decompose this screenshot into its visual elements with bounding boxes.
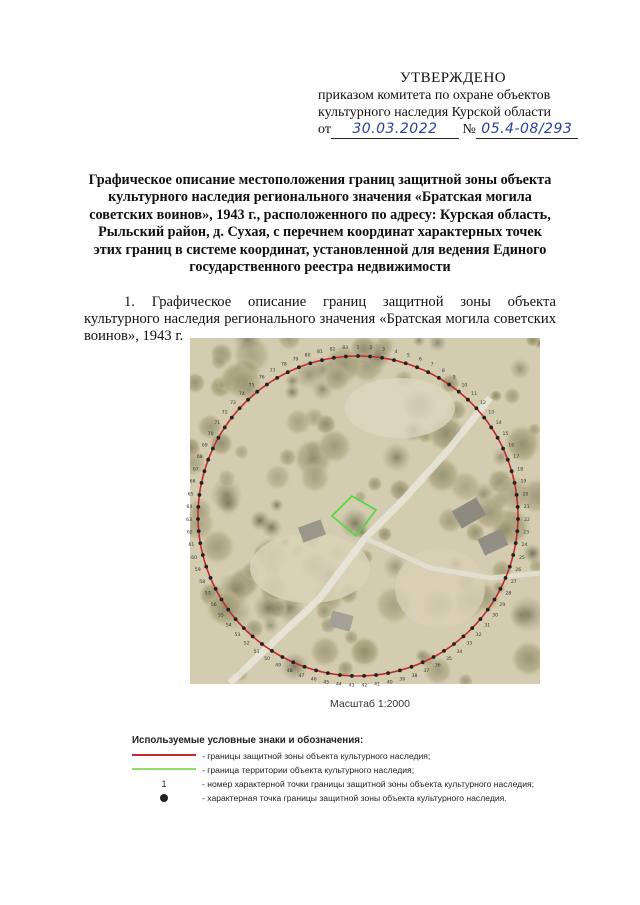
boundary-point-number: 74 bbox=[238, 391, 245, 397]
boundary-point-number: 49 bbox=[275, 663, 282, 669]
boundary-point bbox=[200, 481, 204, 485]
boundary-point bbox=[457, 390, 461, 394]
boundary-point bbox=[482, 416, 486, 420]
boundary-point-number: 47 bbox=[298, 673, 305, 679]
legend bbox=[132, 735, 582, 805]
boundary-point bbox=[320, 358, 324, 362]
legend-text: - граница территории объекта культурного наследия; bbox=[202, 765, 415, 775]
boundary-point bbox=[344, 355, 348, 359]
boundary-point bbox=[432, 655, 436, 659]
boundary-point-number: 6 bbox=[419, 357, 422, 363]
boundary-point bbox=[501, 447, 505, 451]
boundary-point-number: 57 bbox=[204, 591, 211, 597]
boundary-point-number: 83 bbox=[342, 346, 349, 352]
boundary-point bbox=[442, 649, 446, 653]
boundary-point-number: 36 bbox=[434, 663, 441, 669]
boundary-point-number: 29 bbox=[499, 602, 506, 608]
boundary-point bbox=[308, 361, 312, 365]
boundary-point bbox=[203, 469, 207, 473]
boundary-point-number: 10 bbox=[461, 383, 468, 389]
boundary-point bbox=[338, 673, 342, 677]
boundary-point-number: 46 bbox=[310, 677, 317, 683]
boundary-point-number: 66 bbox=[189, 479, 196, 485]
point-dot-icon bbox=[132, 791, 196, 805]
boundary-point bbox=[508, 565, 512, 569]
boundary-point-number: 21 bbox=[523, 505, 530, 510]
boundary-point-number: 52 bbox=[243, 641, 250, 647]
boundary-point-number: 69 bbox=[201, 443, 208, 449]
boundary-point-number: 51 bbox=[253, 649, 260, 655]
boundary-point-number: 65 bbox=[187, 492, 194, 498]
boundary-point-number: 53 bbox=[234, 633, 241, 638]
boundary-point-number: 39 bbox=[399, 677, 406, 683]
boundary-point bbox=[426, 370, 430, 374]
aerial-map bbox=[186, 338, 540, 689]
boundary-point-number: 27 bbox=[510, 580, 517, 585]
boundary-point-number: 44 bbox=[335, 682, 342, 688]
boundary-point-number: 26 bbox=[515, 568, 522, 573]
boundary-point-number: 45 bbox=[323, 680, 330, 686]
boundary-point bbox=[513, 481, 517, 485]
boundary-point bbox=[496, 436, 500, 440]
boundary-point-number: 24 bbox=[521, 543, 528, 549]
boundary-point-number: 71 bbox=[214, 421, 221, 426]
boundary-point bbox=[479, 617, 483, 621]
boundary-point-number: 63 bbox=[186, 517, 192, 523]
boundary-point bbox=[234, 617, 238, 621]
boundary-point bbox=[447, 383, 451, 387]
boundary-point-number: 76 bbox=[258, 375, 265, 381]
boundary-point bbox=[255, 390, 259, 394]
boundary-point-number: 70 bbox=[207, 432, 214, 437]
boundary-point-number: 56 bbox=[210, 602, 217, 608]
boundary-point-number: 54 bbox=[225, 623, 232, 629]
boundary-point bbox=[386, 671, 390, 675]
document-title: Графическое описание местоположения границ защитной зоны объекта культурного наследия регионального значения «Братская могила советских воинов», 1943 г., расположенного по адресу: Курская область, Рыльский район, д. Сухая, с перечнем координат характерных точек этих границ в системе координат, установленной для ведения Единого государственного реестра недвижимости bbox=[88, 172, 552, 276]
boundary-point bbox=[201, 553, 205, 557]
approval-line-1: приказом комитета по охране объектов bbox=[318, 88, 551, 103]
legend-item-dot bbox=[132, 791, 582, 805]
date-prefix: от bbox=[318, 122, 331, 137]
boundary-point bbox=[197, 529, 201, 533]
boundary-point-number: 8 bbox=[441, 368, 445, 374]
boundary-point bbox=[281, 655, 285, 659]
boundary-point-number: 58 bbox=[199, 580, 206, 585]
boundary-point-number: 75 bbox=[248, 383, 255, 389]
boundary-point-number: 11 bbox=[471, 391, 478, 397]
boundary-point bbox=[437, 376, 441, 380]
boundary-point bbox=[198, 541, 202, 545]
boundary-point bbox=[230, 416, 234, 420]
boundary-point-number: 55 bbox=[217, 613, 224, 619]
boundary-point-number: 7 bbox=[430, 362, 434, 368]
approval-date: 30.03.2022 bbox=[331, 121, 459, 139]
boundary-point bbox=[421, 660, 425, 664]
boundary-point bbox=[514, 541, 518, 545]
boundary-point bbox=[493, 598, 497, 602]
legend-item-zone bbox=[132, 749, 582, 763]
boundary-point bbox=[410, 665, 414, 669]
boundary-point-number: 35 bbox=[445, 657, 452, 663]
boundary-point bbox=[462, 635, 466, 639]
red-line-icon bbox=[132, 749, 196, 763]
boundary-point bbox=[196, 517, 200, 521]
boundary-point-number: 72 bbox=[221, 410, 228, 416]
map-scale: Масштаб 1:2000 bbox=[330, 698, 410, 710]
boundary-point-number: 37 bbox=[423, 669, 430, 675]
boundary-point-number: 77 bbox=[269, 368, 276, 374]
boundary-point bbox=[198, 493, 202, 497]
boundary-point bbox=[251, 635, 255, 639]
boundary-point bbox=[260, 642, 264, 646]
boundary-point bbox=[362, 674, 366, 678]
boundary-point-number: 38 bbox=[411, 673, 418, 679]
boundary-point-number: 13 bbox=[488, 410, 495, 416]
boundary-point-number: 82 bbox=[329, 347, 336, 353]
boundary-point bbox=[226, 608, 230, 612]
boundary-point bbox=[452, 642, 456, 646]
point-number-sample: 1 bbox=[161, 779, 167, 789]
boundary-point bbox=[466, 398, 470, 402]
boundary-point-number: 1 bbox=[356, 345, 360, 351]
boundary-point bbox=[511, 553, 515, 557]
boundary-point-number: 3 bbox=[382, 347, 385, 353]
legend-item-territory bbox=[132, 763, 582, 777]
boundary-point-number: 16 bbox=[508, 443, 515, 449]
boundary-point bbox=[506, 458, 510, 462]
boundary-point bbox=[204, 565, 208, 569]
boundary-point bbox=[415, 365, 419, 369]
legend-text: - номер характерной точки границы защитной зоны объекта культурного наследия; bbox=[202, 779, 535, 789]
boundary-point bbox=[303, 665, 307, 669]
boundary-point-number: 20 bbox=[522, 492, 529, 498]
boundary-point bbox=[356, 354, 360, 358]
boundary-point-number: 15 bbox=[502, 432, 509, 437]
paragraph-line-1: 1. Графическое описание границ защитной зоны объекта bbox=[124, 294, 556, 310]
boundary-point bbox=[380, 356, 384, 360]
boundary-point bbox=[398, 669, 402, 673]
boundary-point bbox=[516, 505, 520, 509]
boundary-point-number: 32 bbox=[475, 633, 482, 638]
boundary-point bbox=[470, 626, 474, 630]
boundary-point bbox=[270, 649, 274, 653]
boundary-point bbox=[516, 517, 520, 521]
approval-line-2: культурного наследия Курской области bbox=[318, 105, 552, 120]
paragraph-rest: культурного наследия регионального значения «Братская могила советских воинов», 1943 г. bbox=[84, 311, 556, 344]
boundary-point-number: 41 bbox=[374, 682, 381, 688]
boundary-point bbox=[265, 383, 269, 387]
boundary-point bbox=[504, 576, 508, 580]
boundary-point bbox=[515, 493, 519, 497]
approval-date-row bbox=[318, 121, 578, 139]
boundary-point-number: 22 bbox=[524, 517, 530, 523]
boundary-point bbox=[368, 355, 372, 359]
boundary-point-number: 31 bbox=[484, 623, 491, 629]
boundary-point-number: 17 bbox=[513, 455, 520, 461]
boundary-point-number: 59 bbox=[194, 568, 201, 573]
approval-heading: УТВЕРЖДЕНО bbox=[399, 70, 507, 86]
boundary-point bbox=[475, 406, 479, 410]
boundary-point-number: 30 bbox=[492, 613, 499, 619]
boundary-point-number: 5 bbox=[406, 353, 410, 359]
boundary-point-number: 25 bbox=[518, 555, 525, 561]
legend-text: - границы защитной зоны объекта культурного наследия; bbox=[202, 751, 431, 761]
boundary-point-number: 2 bbox=[369, 346, 373, 352]
aerial-map-svg bbox=[186, 338, 540, 689]
boundary-point-number: 79 bbox=[292, 357, 299, 363]
boundary-point-number: 81 bbox=[316, 349, 323, 355]
boundary-point bbox=[392, 358, 396, 362]
boundary-point bbox=[196, 505, 200, 509]
boundary-point bbox=[510, 469, 514, 473]
boundary-point bbox=[209, 576, 213, 580]
boundary-point bbox=[206, 458, 210, 462]
boundary-point bbox=[211, 447, 215, 451]
boundary-point bbox=[489, 426, 493, 430]
boundary-point bbox=[326, 671, 330, 675]
boundary-point-number: 73 bbox=[230, 400, 236, 406]
boundary-point bbox=[217, 436, 221, 440]
boundary-point-number: 61 bbox=[188, 543, 195, 549]
boundary-point bbox=[332, 356, 336, 360]
boundary-point-number: 80 bbox=[304, 353, 311, 359]
boundary-point bbox=[214, 587, 218, 591]
boundary-point-number: 60 bbox=[191, 555, 198, 561]
boundary-point-number: 33 bbox=[466, 641, 473, 647]
boundary-point bbox=[223, 426, 227, 430]
boundary-point-number: 28 bbox=[505, 591, 512, 597]
boundary-point bbox=[242, 626, 246, 630]
boundary-point-number: 23 bbox=[523, 530, 530, 536]
boundary-point-number: 43 bbox=[348, 683, 355, 689]
approval-block bbox=[318, 70, 578, 139]
boundary-point-number: 67 bbox=[192, 467, 199, 473]
boundary-point-number: 18 bbox=[517, 467, 524, 473]
boundary-point-number: 12 bbox=[480, 400, 486, 406]
legend-item-number bbox=[132, 777, 582, 791]
boundary-point-number: 14 bbox=[495, 421, 502, 426]
boundary-point bbox=[220, 598, 224, 602]
boundary-point bbox=[286, 370, 290, 374]
legend-text: - характерная точка границы защитной зоны объекта культурного наследия. bbox=[202, 793, 507, 803]
boundary-point bbox=[515, 529, 519, 533]
boundary-point bbox=[374, 673, 378, 677]
boundary-point bbox=[486, 608, 490, 612]
boundary-point-number: 64 bbox=[186, 505, 193, 510]
boundary-point bbox=[499, 587, 503, 591]
boundary-point bbox=[314, 669, 318, 673]
legend-title: Используемые условные знаки и обозначения: bbox=[132, 735, 364, 746]
boundary-point-number: 9 bbox=[452, 375, 456, 381]
boundary-point-number: 19 bbox=[520, 479, 527, 485]
boundary-point-number: 40 bbox=[386, 680, 393, 686]
boundary-point bbox=[350, 674, 354, 678]
boundary-point-number: 42 bbox=[361, 683, 368, 689]
boundary-point-number: 4 bbox=[394, 349, 398, 355]
boundary-point bbox=[246, 398, 250, 402]
boundary-point bbox=[291, 660, 295, 664]
boundary-point-number: 50 bbox=[264, 657, 271, 663]
green-line-icon bbox=[132, 763, 196, 777]
boundary-point-number: 34 bbox=[456, 649, 463, 655]
boundary-point-number: 62 bbox=[186, 530, 193, 536]
boundary-point-number: 68 bbox=[196, 455, 203, 461]
number-prefix: № bbox=[462, 122, 476, 137]
boundary-point-number: 48 bbox=[286, 669, 293, 675]
boundary-point bbox=[297, 365, 301, 369]
boundary-point bbox=[404, 361, 408, 365]
boundary-point-number: 78 bbox=[280, 362, 287, 368]
boundary-point bbox=[238, 406, 242, 410]
approval-number: 05.4-08/293 bbox=[476, 121, 578, 139]
boundary-point bbox=[275, 376, 279, 380]
